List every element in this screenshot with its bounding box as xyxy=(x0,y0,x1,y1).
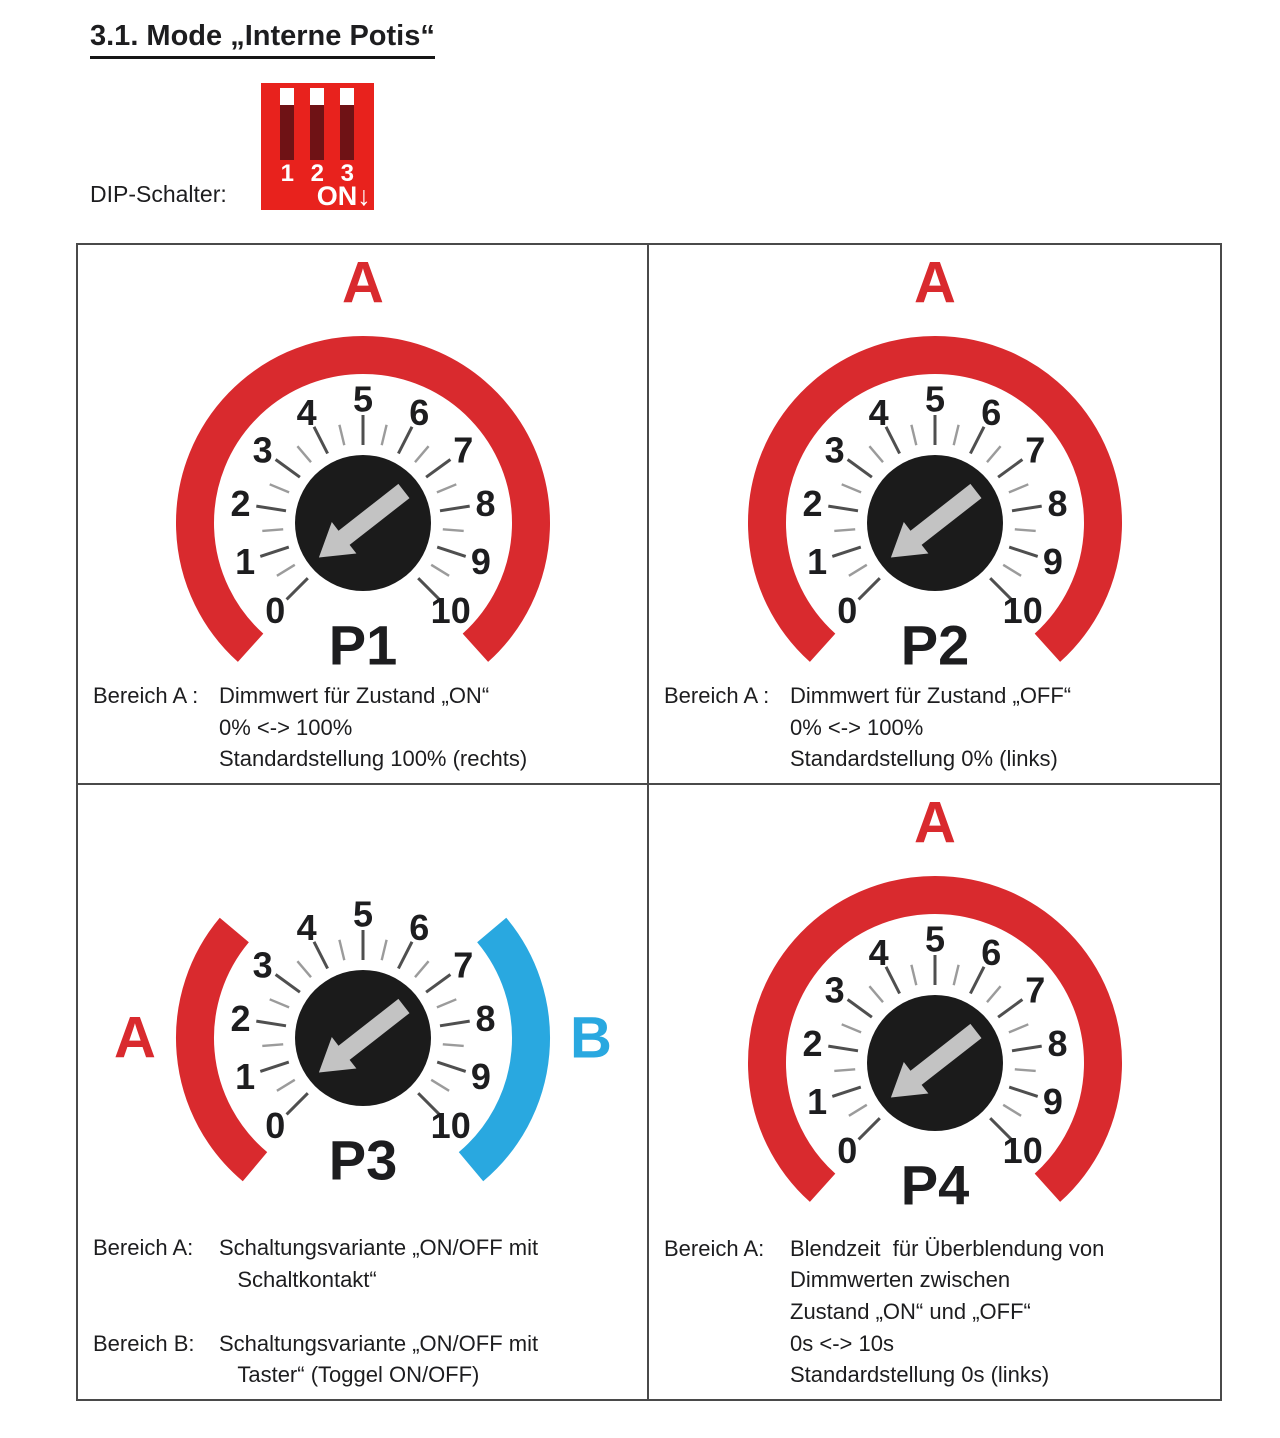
scale-number-6: 6 xyxy=(980,932,1001,973)
scale-tick xyxy=(437,1062,466,1071)
scale-tick xyxy=(858,1118,879,1139)
poti-table xyxy=(76,243,1222,1401)
scale-tick xyxy=(828,506,858,511)
scale-tick xyxy=(275,975,299,993)
scale-tick xyxy=(953,425,958,445)
table-cell-p2 xyxy=(649,245,1220,785)
scale-tick xyxy=(269,484,288,492)
scale-number-10: 10 xyxy=(1002,590,1043,632)
dip-switch-1-slot xyxy=(280,105,294,160)
scale-number-4: 4 xyxy=(296,907,317,948)
scale-tick xyxy=(911,425,916,445)
scale-number-10: 10 xyxy=(430,1105,471,1147)
scale-tick xyxy=(381,425,386,445)
scale-tick xyxy=(440,1021,470,1026)
scale-tick xyxy=(832,1087,861,1096)
dip-number-1: 1 xyxy=(280,160,294,187)
scale-tick xyxy=(286,578,307,599)
scale-tick xyxy=(1009,1087,1037,1096)
scale-number-3: 3 xyxy=(824,429,845,471)
scale-tick xyxy=(436,999,455,1007)
dip-on-label: ON↓ xyxy=(316,181,371,211)
scale-tick xyxy=(1012,1046,1042,1051)
down-arrow-icon: ↓ xyxy=(357,181,371,211)
poti-label-p3: P3 xyxy=(328,1128,397,1192)
scale-tick xyxy=(262,529,283,531)
poti-label-p2: P2 xyxy=(900,613,969,669)
scale-tick xyxy=(998,1000,1022,1018)
bereich-description-p4 xyxy=(649,1233,1220,1399)
scale-number-7: 7 xyxy=(452,944,473,986)
bereich-label: Bereich A: xyxy=(93,1235,200,1261)
scale-number-1: 1 xyxy=(806,540,827,582)
table-cell-p3 xyxy=(78,785,649,1399)
range-letter-a: A xyxy=(913,253,956,316)
dip-switch-3-slot xyxy=(340,105,354,160)
scale-number-5: 5 xyxy=(352,378,373,420)
scale-number-2: 2 xyxy=(229,483,251,525)
scale-tick xyxy=(276,565,294,576)
poti-knob-p1 xyxy=(83,253,643,669)
scale-number-10: 10 xyxy=(430,590,471,632)
dip-switch-2-handle xyxy=(310,88,324,105)
scale-tick xyxy=(998,460,1022,478)
scale-tick xyxy=(911,965,916,985)
bereich-block xyxy=(664,680,1214,775)
bereich-label: Bereich A : xyxy=(664,682,776,708)
section-title: 3.1. Mode „Interne Potis“ xyxy=(90,20,435,59)
range-arc-red xyxy=(194,930,254,1167)
dip-number-2: 2 xyxy=(310,160,324,187)
range-letter-a: A xyxy=(913,793,956,856)
scale-number-1: 1 xyxy=(806,1080,827,1122)
scale-number-0: 0 xyxy=(836,1130,857,1172)
scale-number-1: 1 xyxy=(234,1055,255,1097)
scale-tick xyxy=(953,965,958,985)
scale-tick xyxy=(1003,1105,1021,1116)
scale-number-7: 7 xyxy=(1024,969,1045,1011)
bereich-block xyxy=(93,1328,641,1391)
dip-switch-3 xyxy=(340,88,354,160)
scale-number-5: 5 xyxy=(924,378,945,420)
scale-tick xyxy=(256,1021,286,1026)
scale-number-9: 9 xyxy=(1042,1080,1063,1122)
scale-number-8: 8 xyxy=(474,998,496,1040)
scale-tick xyxy=(339,940,344,960)
scale-tick xyxy=(848,565,866,576)
dip-switch-1 xyxy=(280,88,294,160)
scale-tick xyxy=(260,547,289,556)
scale-tick xyxy=(442,1044,463,1046)
dip-switch-3-handle xyxy=(340,88,354,105)
scale-number-4: 4 xyxy=(868,392,889,433)
dip-switch-slots xyxy=(261,88,374,160)
scale-tick xyxy=(431,1080,449,1091)
poti-knob-p2 xyxy=(655,253,1215,669)
dip-switch-graphic xyxy=(261,83,374,210)
range-arc-blue xyxy=(471,930,531,1167)
bereich-label: Bereich A: xyxy=(664,1235,771,1261)
bereich-block xyxy=(93,680,641,775)
scale-tick xyxy=(1009,547,1037,556)
bereich-label: Bereich B: xyxy=(93,1330,201,1356)
scale-tick xyxy=(841,1024,860,1032)
bereich-lines: Blendzeit für Überblendung von Dimmwerten zwischen Zustand „ON“ und „OFF“ 0s <-> 10s Standardstellung 0s (links) xyxy=(790,1235,1105,1388)
scale-tick xyxy=(262,1044,283,1046)
scale-tick xyxy=(828,1046,858,1051)
scale-number-0: 0 xyxy=(264,590,285,632)
bereich-lines: Schaltungsvariante „ON/OFF mit Schaltkontakt“ xyxy=(219,1235,539,1292)
scale-tick xyxy=(987,446,1001,462)
scale-tick xyxy=(1014,1069,1035,1071)
scale-number-1: 1 xyxy=(234,540,255,582)
scale-tick xyxy=(848,1105,866,1116)
scale-tick xyxy=(269,999,288,1007)
scale-tick xyxy=(1008,1024,1027,1032)
scale-tick xyxy=(987,986,1001,1002)
scale-number-6: 6 xyxy=(980,392,1001,433)
dip-switch-section xyxy=(90,83,1280,210)
table-cell-p1 xyxy=(78,245,649,785)
scale-tick xyxy=(847,1000,871,1018)
scale-tick xyxy=(841,484,860,492)
scale-number-3: 3 xyxy=(252,944,273,986)
bereich-block xyxy=(93,1232,641,1295)
scale-number-4: 4 xyxy=(296,392,317,433)
bereich-lines: Dimmwert für Zustand „OFF“ 0% <-> 100% Standardstellung 0% (links) xyxy=(790,682,1072,772)
scale-number-2: 2 xyxy=(229,998,251,1040)
scale-tick xyxy=(440,506,470,511)
scale-number-8: 8 xyxy=(1046,483,1068,525)
scale-number-5: 5 xyxy=(924,918,945,960)
poti-knob-p4 xyxy=(655,793,1215,1209)
table-cell-p4 xyxy=(649,785,1220,1399)
scale-tick xyxy=(834,1069,855,1071)
scale-tick xyxy=(869,986,883,1002)
scale-number-6: 6 xyxy=(408,907,429,948)
scale-number-0: 0 xyxy=(836,590,857,632)
scale-tick xyxy=(286,1093,307,1114)
scale-number-9: 9 xyxy=(1042,540,1063,582)
scale-number-7: 7 xyxy=(1024,429,1045,471)
scale-tick xyxy=(431,565,449,576)
scale-number-3: 3 xyxy=(252,429,273,471)
bereich-lines: Dimmwert für Zustand „ON“ 0% <-> 100% Standardstellung 100% (rechts) xyxy=(219,682,528,772)
dip-schalter-label: DIP-Schalter: xyxy=(90,181,227,207)
scale-number-8: 8 xyxy=(474,483,496,525)
scale-tick xyxy=(297,961,311,977)
scale-tick xyxy=(415,961,429,977)
range-letter-a: A xyxy=(113,1005,156,1071)
poti-label-p4: P4 xyxy=(900,1153,969,1209)
scale-tick xyxy=(275,460,299,478)
scale-number-7: 7 xyxy=(452,429,473,471)
scale-number-8: 8 xyxy=(1046,1023,1068,1065)
scale-tick xyxy=(276,1080,294,1091)
bereich-description-p2 xyxy=(649,680,1220,783)
scale-number-2: 2 xyxy=(801,483,823,525)
scale-tick xyxy=(1008,484,1027,492)
scale-tick xyxy=(260,1062,289,1071)
scale-tick xyxy=(339,425,344,445)
scale-number-10: 10 xyxy=(1002,1130,1043,1172)
range-letter-b: B xyxy=(569,1005,612,1071)
scale-number-5: 5 xyxy=(352,893,373,935)
scale-tick xyxy=(381,940,386,960)
dip-number-3: 3 xyxy=(340,160,354,187)
scale-tick xyxy=(426,975,450,993)
scale-number-4: 4 xyxy=(868,932,889,973)
scale-number-9: 9 xyxy=(470,540,491,582)
scale-tick xyxy=(415,446,429,462)
bereich-description-p3 xyxy=(78,1232,647,1399)
scale-number-6: 6 xyxy=(408,392,429,433)
scale-tick xyxy=(847,460,871,478)
dip-switch-2-slot xyxy=(310,105,324,160)
range-letter-a: A xyxy=(341,253,384,316)
scale-tick xyxy=(297,446,311,462)
poti-knob-p3 xyxy=(83,863,643,1213)
scale-tick xyxy=(869,446,883,462)
scale-number-3: 3 xyxy=(824,969,845,1011)
poti-label-p1: P1 xyxy=(328,613,397,669)
scale-tick xyxy=(1003,565,1021,576)
scale-tick xyxy=(1012,506,1042,511)
dip-switch-2 xyxy=(310,88,324,160)
scale-tick xyxy=(832,547,861,556)
scale-tick xyxy=(256,506,286,511)
scale-tick xyxy=(858,578,879,599)
dip-switch-1-handle xyxy=(280,88,294,105)
scale-tick xyxy=(436,484,455,492)
scale-tick xyxy=(442,529,463,531)
scale-number-0: 0 xyxy=(264,1105,285,1147)
scale-tick xyxy=(834,529,855,531)
scale-number-2: 2 xyxy=(801,1023,823,1065)
scale-tick xyxy=(437,547,466,556)
bereich-label: Bereich A : xyxy=(93,682,205,708)
bereich-description-p1 xyxy=(78,680,647,783)
scale-tick xyxy=(1014,529,1035,531)
scale-number-9: 9 xyxy=(470,1055,491,1097)
bereich-block xyxy=(664,1233,1214,1391)
scale-tick xyxy=(426,460,450,478)
bereich-lines: Schaltungsvariante „ON/OFF mit Taster“ (Toggel ON/OFF) xyxy=(219,1330,539,1388)
